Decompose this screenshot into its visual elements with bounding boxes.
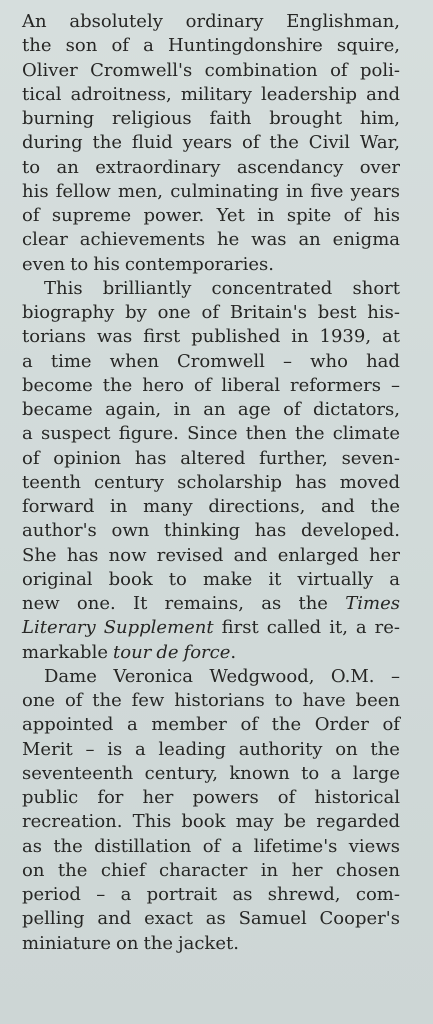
word: his <box>373 205 400 226</box>
word: an <box>56 156 79 178</box>
word: years <box>350 180 400 202</box>
word: at <box>381 326 400 348</box>
word: combination <box>204 59 318 81</box>
word: make <box>202 568 253 590</box>
word: power. <box>143 205 205 226</box>
word: first <box>221 617 259 639</box>
word: of <box>242 132 260 154</box>
word: the <box>53 835 83 857</box>
word: the <box>370 496 400 517</box>
word: developed. <box>300 520 400 542</box>
word: has <box>66 544 99 566</box>
word: of <box>240 714 259 736</box>
word: and <box>233 544 268 566</box>
text-line <box>22 156 400 180</box>
word: force. <box>183 641 237 663</box>
word: of <box>193 374 212 396</box>
text-line <box>22 859 400 883</box>
word: his <box>93 253 120 275</box>
word: again, <box>105 399 162 420</box>
word: years <box>182 132 233 154</box>
word: liberal <box>221 374 281 396</box>
word: spite <box>286 205 332 226</box>
word: and <box>97 908 132 930</box>
word: torians <box>22 326 86 348</box>
word: as <box>205 908 226 930</box>
word: regarded <box>316 811 400 833</box>
word: first <box>143 326 181 348</box>
word: on <box>22 859 45 881</box>
word: seven- <box>341 447 400 469</box>
word: a <box>22 423 33 445</box>
word: Cromwell <box>177 350 265 372</box>
word: markable <box>22 641 108 663</box>
word: leading <box>158 738 226 760</box>
text-line <box>22 83 400 107</box>
word: Cooper's <box>319 908 400 930</box>
word: a <box>355 617 367 639</box>
word: son <box>65 35 98 57</box>
word: remains, <box>164 593 244 614</box>
text-line <box>22 180 400 204</box>
word: to <box>168 568 187 590</box>
word: best <box>317 302 357 323</box>
word: of <box>64 690 83 711</box>
word: recreation. <box>22 811 123 833</box>
text-line <box>22 641 400 665</box>
word: the <box>92 690 122 711</box>
word: Veronica <box>113 665 193 687</box>
word: century, <box>144 762 218 784</box>
word: She <box>22 544 57 566</box>
word: may <box>235 811 274 833</box>
word: Order <box>314 714 369 736</box>
word: of <box>283 399 301 420</box>
word: been <box>355 690 400 711</box>
word: contemporaries. <box>124 253 274 275</box>
text-line <box>22 398 400 422</box>
word: a <box>120 884 132 905</box>
word: Merit <box>22 738 73 760</box>
word: her <box>369 544 400 566</box>
word: is <box>107 738 123 760</box>
word: for <box>97 787 124 808</box>
word: who <box>310 350 348 372</box>
word: seventeenth <box>22 762 134 784</box>
word: called <box>266 617 322 639</box>
text-line <box>22 762 400 786</box>
word: enlarged <box>277 544 359 566</box>
word: original <box>22 568 93 590</box>
word: as <box>232 884 253 905</box>
word: book <box>108 568 153 590</box>
word: revised <box>156 544 224 566</box>
text-line <box>22 301 400 325</box>
word: large <box>352 762 400 784</box>
word: de <box>156 641 179 663</box>
word: his <box>22 180 49 202</box>
word: Literary <box>22 617 96 639</box>
word: and <box>366 83 400 105</box>
word: the <box>269 132 299 154</box>
word: time <box>50 350 92 372</box>
text-line <box>22 374 400 398</box>
text-line <box>22 883 400 907</box>
text-line <box>22 59 400 83</box>
word: poli- <box>360 59 400 81</box>
word: historians <box>174 690 265 711</box>
word: as <box>261 593 282 614</box>
text-line <box>22 107 400 131</box>
word: of <box>201 302 220 323</box>
text-line <box>22 350 400 374</box>
word: It <box>133 593 148 614</box>
word: own <box>111 520 150 542</box>
word: has <box>295 471 327 493</box>
word: to <box>301 762 320 784</box>
word: when <box>109 350 159 372</box>
word: hero <box>142 374 184 396</box>
word: distillation <box>94 835 192 857</box>
word: teenth <box>22 471 81 493</box>
text-line <box>22 616 400 640</box>
word: on <box>335 738 358 760</box>
text-line <box>22 786 400 810</box>
word: – <box>390 665 400 687</box>
word: author's <box>22 520 97 542</box>
word: many <box>143 496 193 517</box>
word: the <box>298 593 328 614</box>
word: of <box>277 787 296 808</box>
word: miniature <box>22 932 111 954</box>
word: views <box>348 835 400 857</box>
text-line <box>22 907 400 931</box>
word: the <box>295 423 325 445</box>
word: – <box>283 350 292 372</box>
word: in <box>110 496 128 517</box>
word: fellow <box>55 180 111 202</box>
word: her <box>291 859 323 881</box>
word: the <box>92 132 122 154</box>
word: This <box>44 277 83 299</box>
word: public <box>22 787 79 808</box>
word: lifetime's <box>253 835 338 857</box>
word: – <box>390 374 400 396</box>
word: the <box>370 738 400 760</box>
word: the <box>57 859 88 881</box>
word: has <box>134 447 167 469</box>
word: him, <box>359 108 400 129</box>
word: thinking <box>164 520 240 542</box>
text-line <box>22 568 400 592</box>
word: and <box>320 496 355 517</box>
word: shrewd, <box>267 884 341 905</box>
text-line <box>22 204 400 228</box>
text-line <box>22 592 400 616</box>
word: O.M. <box>330 665 375 687</box>
word: Britain's <box>229 302 307 323</box>
word: exact <box>144 908 193 930</box>
word: achievements <box>79 229 206 251</box>
text-line <box>22 325 400 349</box>
word: new <box>22 593 60 614</box>
text-line <box>22 932 400 956</box>
text-line <box>22 835 400 859</box>
word: a <box>231 835 243 857</box>
word: re- <box>374 617 400 639</box>
word: in <box>257 205 275 226</box>
word: one. <box>76 593 116 614</box>
word: a <box>143 35 154 57</box>
word: altered <box>180 447 246 469</box>
word: of <box>202 835 221 857</box>
word: has <box>254 520 287 542</box>
word: short <box>352 277 400 299</box>
word: scholarship <box>177 471 283 493</box>
word: religious <box>111 108 192 129</box>
word: a <box>126 714 138 736</box>
word: known <box>229 762 290 784</box>
word: War, <box>359 132 400 154</box>
word: even <box>22 253 66 275</box>
word: a <box>22 350 33 372</box>
word: forward <box>22 496 95 517</box>
word: century <box>94 471 164 493</box>
word: to <box>274 690 293 711</box>
text-line <box>22 689 400 713</box>
word: his- <box>367 302 400 323</box>
word: suspect <box>40 423 111 445</box>
word: absolutely <box>69 11 163 32</box>
word: one <box>157 302 191 323</box>
word: Huntingdonshire <box>167 35 323 57</box>
word: an <box>203 399 226 420</box>
word: com- <box>355 884 400 905</box>
word: clear <box>22 229 68 251</box>
word: member <box>151 714 227 736</box>
text-line <box>22 277 400 301</box>
word: then <box>245 423 287 445</box>
word: ordinary <box>185 11 264 32</box>
word: the <box>143 932 173 954</box>
word: Supplement <box>103 617 214 639</box>
word: culminating <box>170 180 279 202</box>
word: Yet <box>216 205 245 226</box>
word: was <box>251 229 287 251</box>
word: Civil <box>308 132 351 154</box>
word: fluid <box>131 132 173 154</box>
word: an <box>298 229 321 251</box>
word: faith <box>209 108 252 129</box>
word: had <box>366 350 400 372</box>
text-line <box>22 665 400 689</box>
word: it <box>268 568 282 590</box>
word: now <box>108 544 147 566</box>
text-line <box>22 10 400 34</box>
word: burning <box>22 108 95 129</box>
word: during <box>22 132 83 154</box>
word: virtually <box>297 568 374 590</box>
text-line <box>22 810 400 834</box>
word: age <box>237 399 271 420</box>
word: dictators, <box>313 399 400 420</box>
word: Cromwell's <box>90 59 193 81</box>
word: Samuel <box>238 908 307 930</box>
word: her <box>142 787 174 808</box>
text-line <box>22 471 400 495</box>
word: was <box>96 326 133 348</box>
word: figure. <box>118 423 179 445</box>
word: it, <box>329 617 348 639</box>
text-line <box>22 738 400 762</box>
word: in <box>286 180 304 202</box>
word: the <box>271 714 302 736</box>
word: over <box>359 156 400 178</box>
word: of <box>382 714 400 736</box>
word: ascendancy <box>236 156 344 178</box>
word: leadership <box>261 83 358 105</box>
text-line <box>22 713 400 737</box>
text-line <box>22 253 400 277</box>
word: in <box>291 326 309 348</box>
word: Since <box>187 423 238 445</box>
word: historical <box>314 787 400 808</box>
word: supreme <box>51 205 132 226</box>
text-line <box>22 519 400 543</box>
word: chief <box>100 859 146 881</box>
text-line <box>22 447 400 471</box>
word: adroitness, <box>70 83 172 105</box>
text-line <box>22 422 400 446</box>
word: men, <box>117 180 164 202</box>
word: published <box>191 326 281 348</box>
word: in <box>260 859 279 881</box>
word: became <box>22 399 93 420</box>
word: to <box>22 156 41 178</box>
word: of <box>22 205 40 226</box>
word: few <box>131 690 165 711</box>
word: 1939, <box>319 326 372 348</box>
word: extraordinary <box>95 156 221 178</box>
text-line <box>22 228 400 252</box>
word: authority <box>238 738 323 760</box>
word: to <box>70 253 89 275</box>
word: powers <box>192 787 259 808</box>
word: biography <box>22 302 115 323</box>
word: portrait <box>146 884 218 905</box>
word: have <box>302 690 346 711</box>
word: pelling <box>22 908 85 930</box>
word: An <box>22 11 47 32</box>
word: Oliver <box>22 59 78 81</box>
word: of <box>111 35 129 57</box>
word: Dame <box>44 665 97 687</box>
word: five <box>310 180 344 202</box>
word: moved <box>339 471 400 493</box>
word: reformers <box>290 374 381 396</box>
word: jacket. <box>178 932 239 954</box>
word: as <box>22 835 42 857</box>
word: appointed <box>22 714 114 736</box>
word: by <box>125 302 147 323</box>
word: further, <box>259 447 328 469</box>
word: a <box>389 568 400 590</box>
word: on <box>116 932 139 954</box>
word: chosen <box>335 859 400 881</box>
word: book <box>181 811 226 833</box>
word: of <box>22 447 40 469</box>
text-line <box>22 34 400 58</box>
word: character <box>159 859 248 881</box>
word: opinion <box>53 447 122 469</box>
word: concentrated <box>211 277 333 299</box>
word: of <box>330 59 348 81</box>
word: period <box>22 884 81 905</box>
word: – <box>85 738 95 760</box>
word: be <box>283 811 307 833</box>
word: brought <box>269 108 343 129</box>
word: brilliantly <box>102 277 192 299</box>
word: a <box>134 738 146 760</box>
word: directions, <box>208 496 306 517</box>
word: of <box>343 205 362 226</box>
word: – <box>96 884 106 905</box>
word: the <box>22 35 52 57</box>
word: military <box>180 83 252 105</box>
blurb-text <box>22 10 400 956</box>
word: tour <box>113 641 152 663</box>
word: squire, <box>336 35 400 57</box>
text-line <box>22 131 400 155</box>
word: a <box>330 762 342 784</box>
text-line <box>22 544 400 568</box>
text-line <box>22 495 400 519</box>
word: climate <box>332 423 400 445</box>
word: Wedgwood, <box>209 665 315 687</box>
word: This <box>132 811 172 833</box>
word: become <box>22 374 93 396</box>
word: enigma <box>332 229 400 251</box>
word: one <box>22 690 56 711</box>
word: Englishman, <box>286 11 400 32</box>
word: tical <box>22 83 62 105</box>
word: the <box>102 374 133 396</box>
word: Times <box>345 593 400 614</box>
word: in <box>173 399 191 420</box>
word: he <box>217 229 240 251</box>
